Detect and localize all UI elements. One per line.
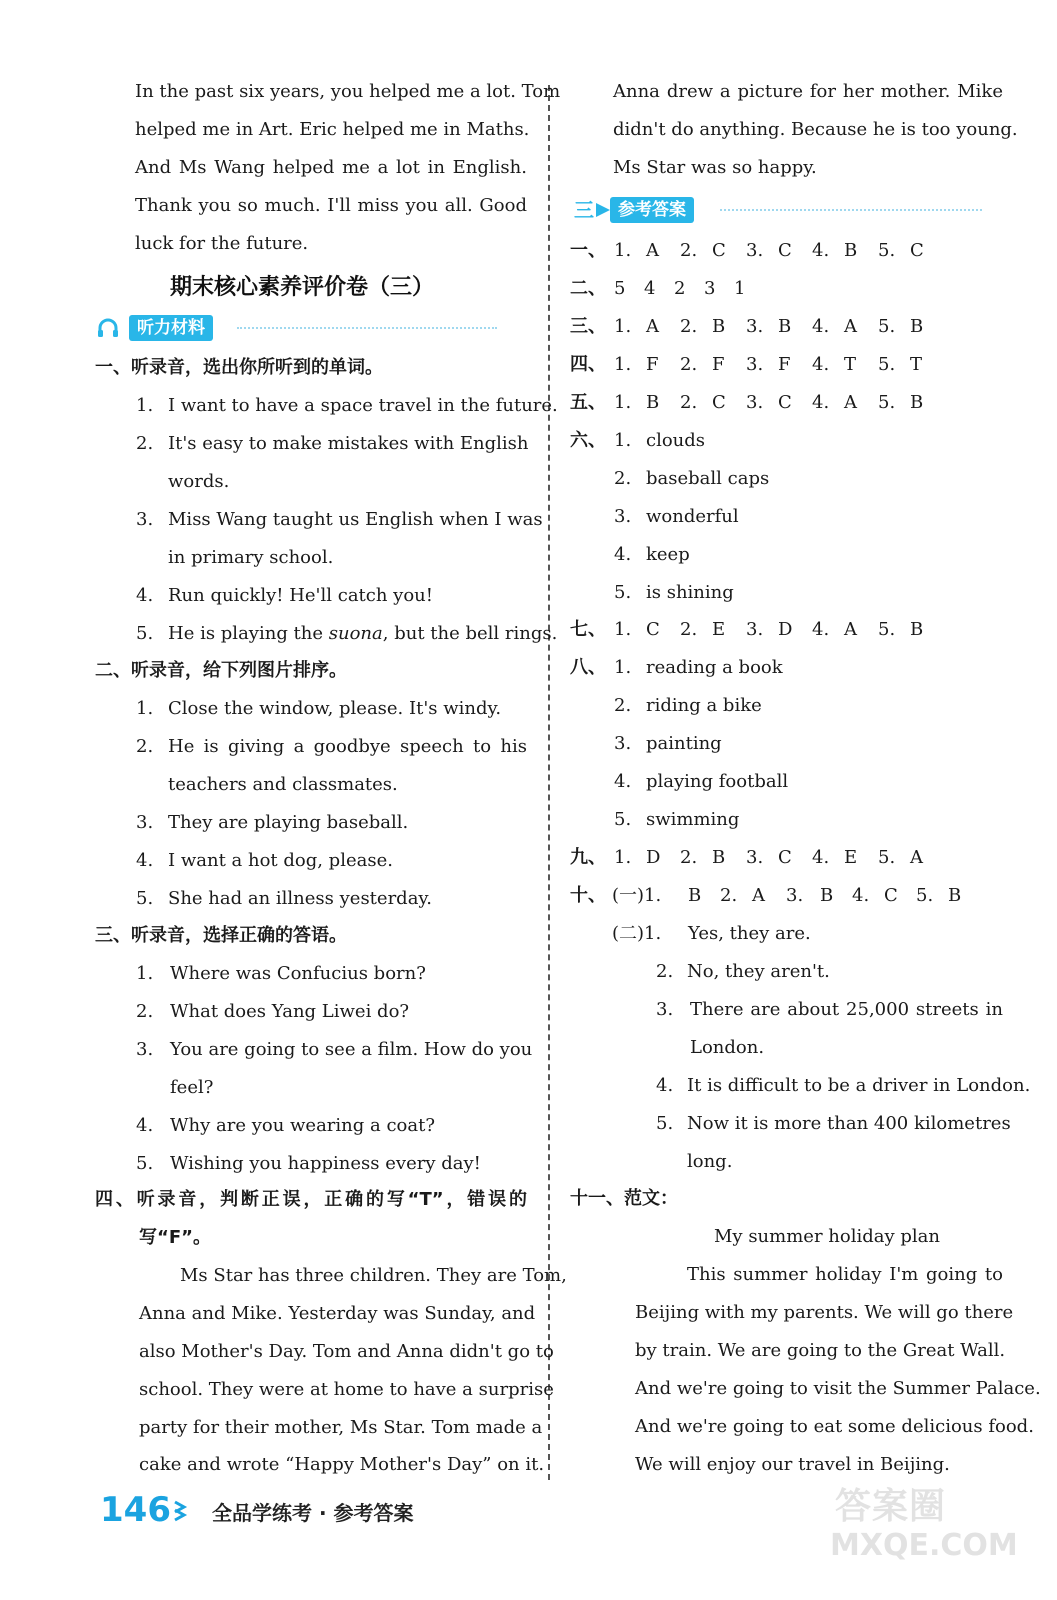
item-number: 1.	[136, 963, 154, 984]
answer-cell: 1.	[614, 316, 632, 337]
item-number: 5.	[136, 1153, 154, 1174]
item-number: 3.	[614, 733, 632, 754]
essay-title: My summer holiday plan	[714, 1226, 940, 1247]
item-number: 1.	[614, 430, 632, 451]
item-text: Run quickly! He'll catch you!	[168, 585, 434, 606]
answer-cell: C	[778, 847, 792, 868]
item-number: 2.	[136, 1001, 154, 1022]
answer-row	[570, 276, 1010, 302]
answer-cell: 4.	[812, 619, 830, 640]
row-label: 十、	[570, 885, 606, 906]
row-label: 七、	[570, 619, 606, 640]
paragraph-line: cake and wrote “Happy Mother's Day” on it.	[139, 1454, 545, 1475]
item-text: Why are you wearing a coat?	[170, 1115, 435, 1136]
answer-cell: F	[712, 354, 725, 375]
answer-cell: E	[844, 847, 858, 868]
answer-cell: B	[948, 885, 962, 906]
item-text: riding a bike	[646, 695, 762, 716]
answer-cell: 4.	[852, 885, 870, 906]
answer-cell: A	[752, 885, 765, 906]
answer-row	[570, 352, 1010, 378]
item-number: 2.	[614, 468, 632, 489]
item-text: is shining	[646, 582, 734, 603]
answer-row	[570, 617, 1010, 643]
answer-cell: D	[646, 847, 661, 868]
answer-cell: 1.	[614, 619, 632, 640]
item-text: They are playing baseball.	[168, 812, 409, 833]
answer-cell: F	[646, 354, 659, 375]
paragraph-line: didn't do anything. Because he is too young.	[613, 119, 1018, 140]
item-text: reading a book	[646, 657, 783, 678]
answer-cell: 3.	[746, 354, 764, 375]
paragraph-line: also Mother's Day. Tom and Anna didn't go to	[139, 1341, 554, 1362]
item-number: 4.	[614, 771, 632, 792]
section-heading: 二、听录音，给下列图片排序。	[95, 660, 347, 681]
row-label: 二、	[570, 278, 606, 299]
answer-cell: 4	[644, 278, 656, 299]
item-text: keep	[646, 544, 690, 565]
item-text: What does Yang Liwei do?	[170, 1001, 410, 1022]
intro-line: In the past six years, you helped me a lot. Tom	[135, 81, 561, 102]
answer-cell: B	[688, 885, 702, 906]
answer-cell: 3.	[786, 885, 804, 906]
item-text: It's easy to make mistakes with English	[168, 433, 529, 454]
answer-cell: 2.	[680, 392, 698, 413]
answer-row	[570, 769, 1010, 795]
answer-cell: C	[778, 240, 792, 261]
item-number: 5.	[136, 888, 154, 909]
item-text: painting	[646, 733, 722, 754]
answer-cell: E	[712, 619, 726, 640]
item-number: 3.	[136, 1039, 154, 1060]
essay-line: And we're going to eat some delicious food.	[635, 1416, 1034, 1437]
answer-cell: B	[712, 316, 726, 337]
answer-cell: B	[844, 240, 858, 261]
item-text: playing football	[646, 771, 789, 792]
paragraph-line: Anna and Mike. Yesterday was Sunday, and	[139, 1303, 536, 1324]
item-text: I want to have a space travel in the future.	[168, 395, 558, 416]
item-number: 2.	[136, 736, 154, 757]
answer-cell: 1	[734, 278, 746, 299]
item-text: No, they aren't.	[687, 961, 830, 982]
answer-cell: 1.	[614, 392, 632, 413]
paragraph-line: Ms Star has three children. They are Tom,	[180, 1265, 567, 1286]
section-heading: 十一、范文：	[570, 1188, 678, 1209]
answer-cell: D	[778, 619, 793, 640]
section-heading-cont: 写“F”。	[139, 1227, 211, 1248]
item-text: There are about 25,000 streets in	[690, 999, 1003, 1020]
answer-cell: 2.	[680, 240, 698, 261]
answer-cell: B	[712, 847, 726, 868]
item-text: Now it is more than 400 kilometres	[687, 1113, 1011, 1134]
item-text: It is difficult to be a driver in London.	[687, 1075, 1031, 1096]
answer-cell: C	[884, 885, 898, 906]
answer-cell: F	[778, 354, 791, 375]
answer-cell: 5.	[878, 847, 896, 868]
paragraph-line: Anna drew a picture for her mother. Mike	[613, 81, 1003, 102]
item-text: Where was Confucius born?	[170, 963, 426, 984]
answer-cell: 4.	[812, 240, 830, 261]
answer-row	[570, 807, 1010, 833]
answer-cell: 1.	[614, 847, 632, 868]
arrow-icon	[596, 203, 610, 217]
answer-row	[570, 504, 1010, 530]
headphones-icon	[97, 318, 119, 338]
answer-cell: B	[778, 316, 792, 337]
item-text: feel?	[170, 1077, 214, 1098]
row-label: 三、	[570, 316, 606, 337]
answer-cell: 5.	[878, 619, 896, 640]
item-number: 4.	[136, 850, 154, 871]
answer-cell: 5.	[878, 316, 896, 337]
answer-cell: 5.	[878, 354, 896, 375]
item-text: teachers and classmates.	[168, 774, 398, 795]
item-number: 2.	[614, 695, 632, 716]
answer-row	[570, 883, 1010, 909]
item-number: 2.	[136, 433, 154, 454]
answer-cell: C	[910, 240, 924, 261]
answers-banner	[570, 197, 990, 223]
item-number: 5.	[136, 623, 154, 644]
answer-row	[570, 580, 1010, 606]
answer-cell: B	[820, 885, 834, 906]
item-number: 1.	[136, 395, 154, 416]
answer-row	[570, 542, 1010, 568]
page-title: 期末核心素养评价卷（三）	[170, 275, 435, 300]
item-number: 3.	[136, 812, 154, 833]
answer-cell: T	[910, 354, 923, 375]
answer-cell: 3.	[746, 392, 764, 413]
item-number: 5.	[656, 1113, 674, 1134]
item-text: Wishing you happiness every day!	[170, 1153, 481, 1174]
listening-banner	[95, 315, 495, 341]
watermark-url: MXQE.COM	[830, 1528, 1018, 1563]
answers-label: 参考答案	[610, 197, 694, 223]
section-heading: 四、听录音，判断正误，正确的写“T”，错误的	[95, 1189, 527, 1210]
row-label: 八、	[570, 657, 606, 678]
answer-row	[570, 466, 1010, 492]
item-number: 3.	[656, 999, 674, 1020]
answer-cell: 4.	[812, 392, 830, 413]
watermark-logo: 答案圈	[835, 1486, 947, 1527]
answer-cell: 5.	[878, 392, 896, 413]
answer-cell: A	[646, 240, 659, 261]
item-text: Yes, they are.	[688, 923, 811, 944]
answer-cell: 3.	[746, 240, 764, 261]
section-heading: 一、听录音，选出你所听到的单词。	[95, 357, 383, 378]
essay-line: And we're going to visit the Summer Palace.	[635, 1378, 1041, 1399]
answer-cell: 4.	[812, 847, 830, 868]
answer-cell: B	[910, 392, 924, 413]
item-text: words.	[168, 471, 230, 492]
part-label: (二)1.	[612, 923, 662, 944]
answer-row	[570, 390, 1010, 416]
answer-cell: 4.	[812, 316, 830, 337]
item-text: long.	[687, 1151, 733, 1172]
answer-cell: A	[844, 619, 857, 640]
answer-cell: 3	[704, 278, 716, 299]
answer-row	[570, 655, 1010, 681]
item-text: Close the window, please. It's windy.	[168, 698, 502, 719]
row-label: 五、	[570, 392, 606, 413]
item-number: 4.	[656, 1075, 674, 1096]
item-text: London.	[690, 1037, 765, 1058]
answer-row	[570, 238, 1010, 264]
answer-row	[570, 428, 1010, 454]
row-label: 九、	[570, 847, 606, 868]
answer-cell: 4.	[812, 354, 830, 375]
answer-row	[570, 314, 1010, 340]
answer-row	[570, 693, 1010, 719]
double-chevron-icon	[172, 1500, 190, 1522]
item-number: 1.	[614, 657, 632, 678]
item-text: clouds	[646, 430, 706, 451]
section-heading: 三、听录音，选择正确的答语。	[95, 925, 347, 946]
answer-cell: 1.	[614, 240, 632, 261]
row-label: 一、	[570, 240, 606, 261]
item-text: You are going to see a film. How do you	[170, 1039, 533, 1060]
intro-line: And Ms Wang helped me a lot in English.	[135, 157, 527, 178]
listening-label: 听力材料	[129, 315, 213, 341]
banner-dots	[237, 327, 497, 329]
answer-row	[570, 731, 1010, 757]
item-number: 4.	[136, 585, 154, 606]
intro-line: luck for the future.	[135, 233, 309, 254]
answer-cell: B	[646, 392, 660, 413]
item-text: swimming	[646, 809, 740, 830]
answer-row	[570, 921, 1010, 947]
answer-cell: 1.	[614, 354, 632, 375]
item-text: He is playing the suona, but the bell rings.	[168, 623, 558, 644]
item-number: 4.	[614, 544, 632, 565]
answer-cell: 5.	[916, 885, 934, 906]
answer-cell: C	[646, 619, 660, 640]
item-text: in primary school.	[168, 547, 334, 568]
item-text: wonderful	[646, 506, 739, 527]
item-number: 3.	[136, 509, 154, 530]
answer-cell: A	[844, 392, 857, 413]
answer-cell: C	[778, 392, 792, 413]
paragraph-line: Ms Star was so happy.	[613, 157, 817, 178]
item-text: Miss Wang taught us English when I was	[168, 509, 543, 530]
answer-cell: B	[910, 316, 924, 337]
essay-line: This summer holiday I'm going to	[687, 1264, 1003, 1285]
answer-cell: A	[844, 316, 857, 337]
answer-cell: 2.	[720, 885, 738, 906]
item-number: 3.	[614, 506, 632, 527]
answer-row	[570, 845, 1010, 871]
item-text: He is giving a goodbye speech to his	[168, 736, 527, 757]
answer-cell: 2.	[680, 354, 698, 375]
answer-cell: 2.	[680, 619, 698, 640]
answer-cell: 5	[614, 278, 626, 299]
page-number: 146	[100, 1490, 171, 1530]
item-number: 5.	[614, 809, 632, 830]
answer-cell: B	[910, 619, 924, 640]
answer-cell: T	[844, 354, 857, 375]
essay-line: by train. We are going to the Great Wall.	[635, 1340, 1006, 1361]
item-number: 4.	[136, 1115, 154, 1136]
answer-cell: C	[712, 392, 726, 413]
item-text: baseball caps	[646, 468, 770, 489]
row-label: 四、	[570, 354, 606, 375]
answer-cell: 2.	[680, 847, 698, 868]
answer-cell: 5.	[878, 240, 896, 261]
answer-cell: A	[910, 847, 923, 868]
item-text: I want a hot dog, please.	[168, 850, 393, 871]
answer-cell: A	[646, 316, 659, 337]
essay-line: We will enjoy our travel in Beijing.	[635, 1454, 950, 1475]
item-text: She had an illness yesterday.	[168, 888, 432, 909]
answer-cell: 2.	[680, 316, 698, 337]
answer-cell: 2	[674, 278, 686, 299]
answer-cell: 3.	[746, 316, 764, 337]
item-number: 2.	[656, 961, 674, 982]
intro-line: Thank you so much. I'll miss you all. Good	[135, 195, 527, 216]
answers-icon: 三	[574, 198, 594, 222]
part-label: (一)1.	[612, 885, 662, 906]
answer-cell: C	[712, 240, 726, 261]
row-label: 六、	[570, 430, 606, 451]
essay-line: Beijing with my parents. We will go there	[635, 1302, 1014, 1323]
answer-cell: 3.	[746, 619, 764, 640]
item-number: 1.	[136, 698, 154, 719]
book-title: 全品学练考 · 参考答案	[212, 1501, 414, 1525]
answer-cell: 3.	[746, 847, 764, 868]
intro-line: helped me in Art. Eric helped me in Maths.	[135, 119, 530, 140]
item-number: 5.	[614, 582, 632, 603]
paragraph-line: school. They were at home to have a surprise	[139, 1379, 554, 1400]
banner-dots	[720, 209, 982, 211]
italic-word: suona	[328, 623, 383, 644]
paragraph-line: party for their mother, Ms Star. Tom made a	[139, 1417, 543, 1438]
